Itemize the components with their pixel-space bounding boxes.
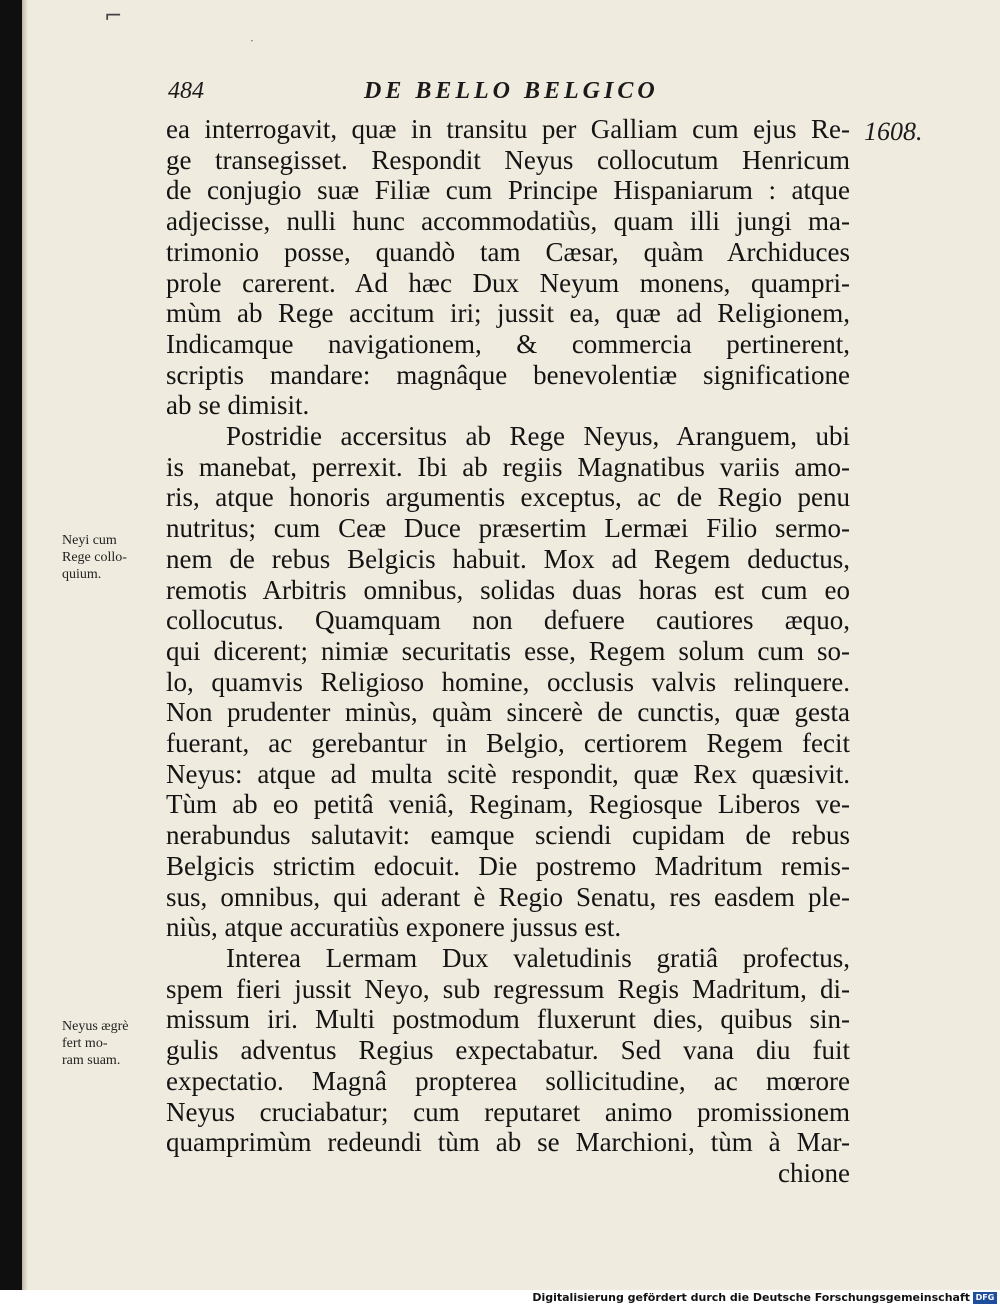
- text-line: Interea Lermam Dux valetudinis gratiâ profectus,: [226, 942, 850, 973]
- text-line: nerabundus salutavit: eamque sciendi cupidam de rebus: [166, 820, 850, 851]
- margin-note-line: Rege collo-: [62, 550, 127, 565]
- text-line: fuerant, ac gerebantur in Belgio, certiorem Regem fecit: [166, 728, 850, 759]
- text-line: trimonio posse, quandò tam Cæsar, quàm Archiduces: [166, 236, 850, 267]
- text-line: expectatio. Magnâ propterea sollicitudine, ac mœrore: [166, 1065, 850, 1096]
- text-line: Indicamque navigationem, & commercia pertinerent,: [166, 328, 850, 359]
- text-line: ab se dimisit.: [166, 390, 310, 421]
- text-line: Tùm ab eo petitâ veniâ, Reginam, Regiosque Liberos ve-: [166, 789, 850, 820]
- text-line: de conjugio suæ Filiæ cum Principe Hispaniarum : atque: [166, 175, 850, 206]
- digitization-footer: [0, 1290, 1000, 1307]
- margin-note-line: fert mo-: [62, 1036, 108, 1051]
- text-line: Neyus cruciabatur; cum reputaret animo promissionem: [166, 1096, 850, 1127]
- margin-note-colloquium: [62, 532, 162, 583]
- text-line: nem de rebus Belgicis habuit. Mox ad Regem deductus,: [166, 543, 850, 574]
- margin-note-line: Neyus ægrè: [62, 1019, 129, 1034]
- margin-note-line: quium.: [62, 567, 102, 582]
- ink-speck-icon: ·: [250, 34, 254, 48]
- text-line: Neyus: atque ad multa scitè respondit, quæ Rex quæsivit.: [166, 758, 850, 789]
- text-line: ge transegisset. Respondit Neyus collocutum Henricum: [166, 144, 850, 175]
- text-line: prole carerent. Ad hæc Dux Neyum monens, quampri-: [166, 267, 850, 298]
- dfg-logo-icon: DFG: [973, 1292, 997, 1304]
- page-number: 484: [168, 78, 204, 104]
- text-line: mùm ab Rege accitum iri; jussit ea, quæ ad Religionem,: [166, 298, 850, 329]
- text-line: nutritus; cum Ceæ Duce præsertim Lermæi Filio sermo-: [166, 513, 850, 544]
- corner-mark-icon: ⌐: [104, 4, 123, 29]
- text-line: gulis adventus Regius expectabatur. Sed vana diu fuit: [166, 1035, 850, 1066]
- page-header: [168, 78, 858, 112]
- main-text: [166, 114, 850, 1189]
- text-line: quamprimùm redeundi tùm ab se Marchioni, tùm à Mar-: [166, 1127, 850, 1158]
- text-line: Non prudenter minùs, quàm sincerè de cunctis, quæ gesta: [166, 697, 850, 728]
- catchword: chione: [778, 1157, 850, 1188]
- text-line: adjecisse, nulli hunc accommodatiùs, quam illi jungi ma-: [166, 206, 850, 237]
- text-line: collocutus. Quamquam non defuere cautiores æquo,: [166, 605, 850, 636]
- margin-note-line: Neyi cum: [62, 533, 117, 548]
- text-line: sus, omnibus, qui aderant è Regio Senatu, res easdem ple-: [166, 881, 850, 912]
- text-line: Postridie accersitus ab Rege Neyus, Aranguem, ubi: [226, 421, 850, 452]
- running-title: DE BELLO BELGICO: [364, 78, 659, 104]
- text-line: lo, quamvis Religioso homine, occlusis valvis relinquere.: [166, 666, 850, 697]
- text-line: scriptis mandare: magnâque benevolentiæ significatione: [166, 359, 850, 390]
- text-line: qui dicerent; nimiæ securitatis esse, Regem solum cum so-: [166, 635, 850, 666]
- text-line: is manebat, perrexit. Ibi ab regiis Magnatibus variis amo-: [166, 451, 850, 482]
- text-line: spem fieri jussit Neyo, sub regressum Regis Madritum, di-: [166, 973, 850, 1004]
- text-line: ea interrogavit, quæ in transitu per Galliam cum ejus Re-: [166, 114, 850, 144]
- year-marginal: 1608.: [864, 117, 923, 146]
- margin-note-mora: [62, 1018, 162, 1069]
- text-line: missum iri. Multi postmodum fluxerunt dies, quibus sin-: [166, 1004, 850, 1035]
- text-line: niùs, atque accuratiùs exponere jussus est.: [166, 912, 622, 943]
- text-line: Belgicis strictim edocuit. Die postremo Madritum remis-: [166, 850, 850, 881]
- text-line: ris, atque honoris argumentis exceptus, ac de Regio penu: [166, 482, 850, 513]
- text-line: remotis Arbitris omnibus, solidas duas horas est cum eo: [166, 574, 850, 605]
- footer-credit: Digitalisierung gefördert durch die Deutsche Forschungsgemeinschaft: [532, 1291, 970, 1304]
- margin-note-line: ram suam.: [62, 1053, 121, 1068]
- page-edge-shadow: [22, 0, 28, 1290]
